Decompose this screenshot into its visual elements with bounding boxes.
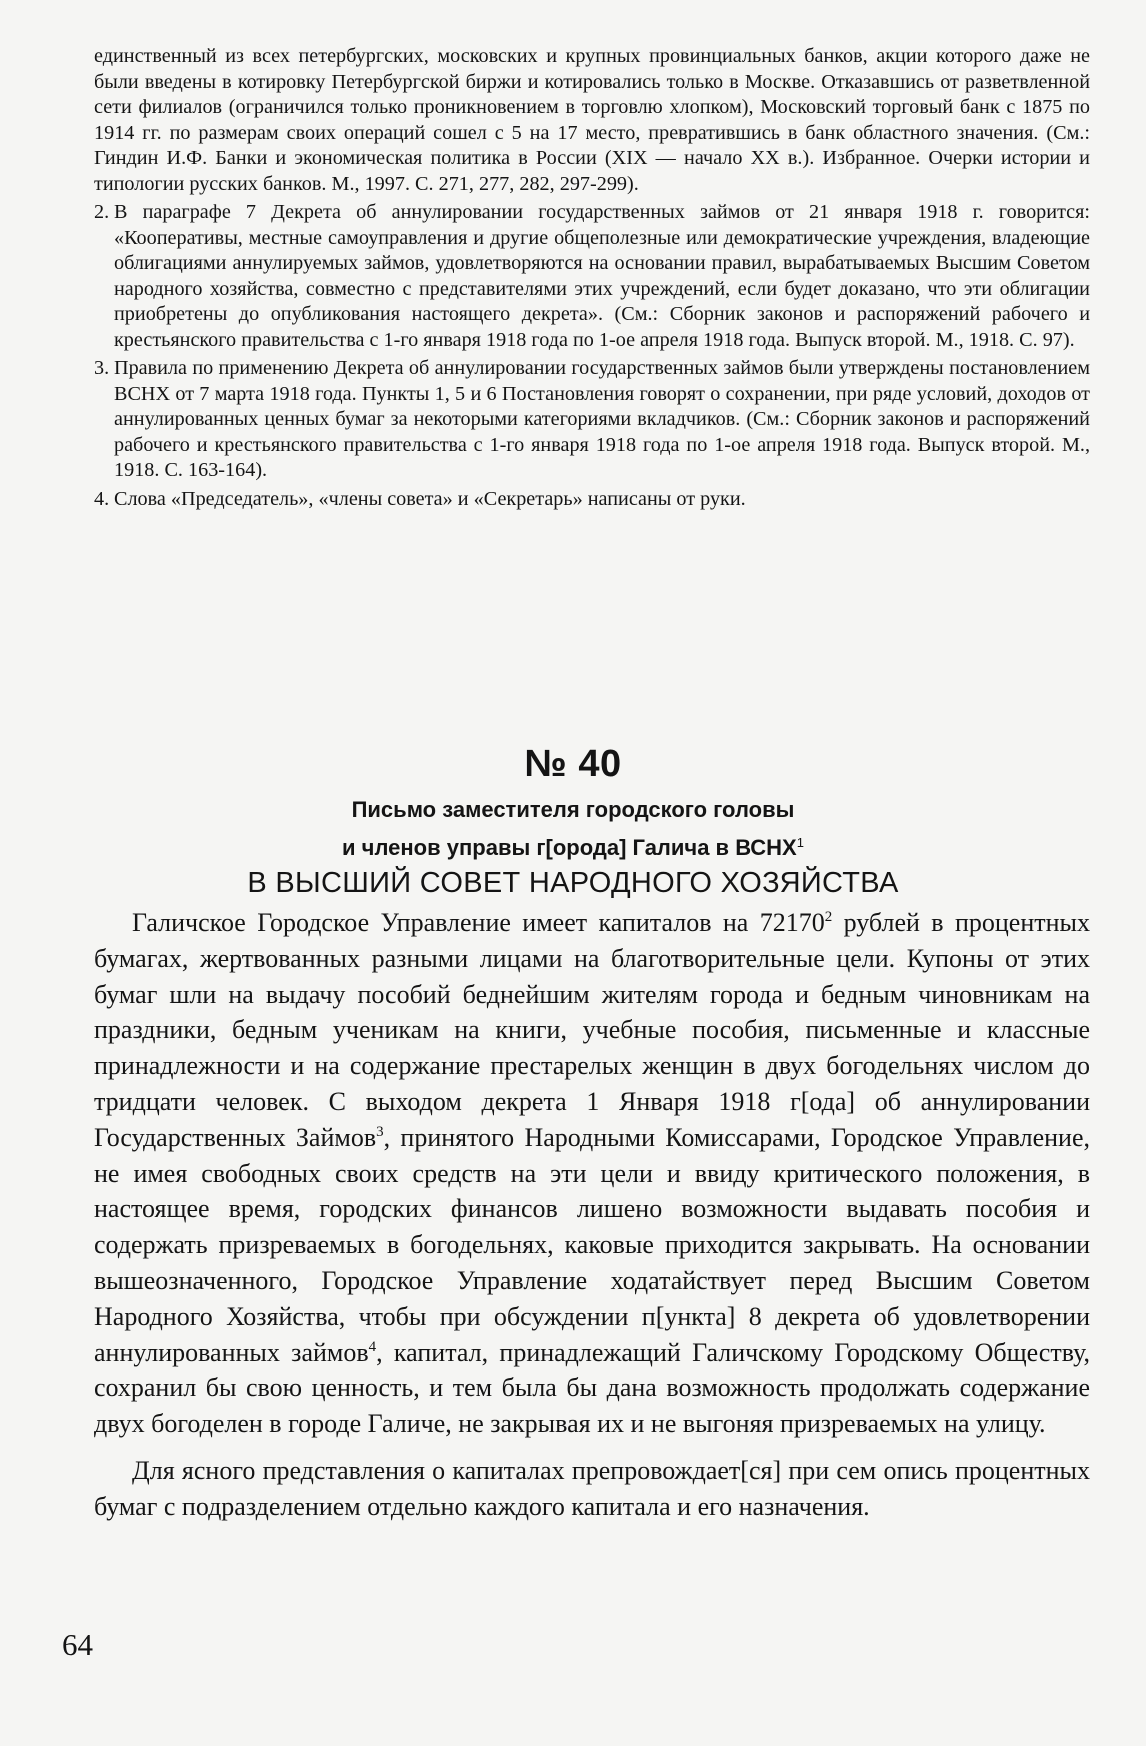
- footnote-2: [94, 200, 1090, 353]
- footnote-ref: 3: [376, 1123, 384, 1140]
- footnotes-block: [94, 44, 1090, 512]
- footnote-4: [94, 487, 1090, 513]
- footnote-number: 3.: [94, 357, 110, 379]
- letter-paragraph-2: Для ясного представления о капиталах препровождает[ся] при сем опись процентных бумаг с подразделением отдельно каждого капитала и его назначения.: [94, 1455, 1090, 1521]
- footnote-ref: 4: [368, 1338, 377, 1355]
- letter-paragraph-1: [94, 905, 1090, 1442]
- footnote-text: Слова «Председатель», «члены совета» и «Секретарь» написаны от руки.: [114, 487, 746, 510]
- footnote-text: В параграфе 7 Декрета об аннулировании государственных займов от 21 января 1918 г. говорится: «Кооперативы, местные самоуправления и другие общеполезные или демократические учреждения, владеющие облигациями аннулируемых займов, удовлетворяются на основании правил, вырабатываемых Высшим Советом народного хозяйства, совместно с представителями этих учреждений, если будет доказано, что эти облигации приобретены до опубликования настоящего декрета». (См.: Сборник законов и распоряжений рабочего и крестьянского правительства с 1-го января 1918 года по 1-ое апреля 1918 года. Выпуск второй. М., 1918. С. 97).: [114, 201, 1090, 351]
- text-run: , капитал, принадлежащий Галичскому Городскому Обществу, сохранил бы свою ценность, и тем была бы дана возможность продолжать содержание двух богоделен в городе Галиче, не закрывая их и не выгоняя призреваемых на улицу.: [94, 1337, 1090, 1439]
- footnote-3: [94, 356, 1090, 484]
- footnote-text: Правила по применению Декрета об аннулировании государственных займов были утверждены постановлением ВСНХ от 7 марта 1918 года. Пункты 1, 5 и 6 Постановления говорят о сохранении, при ряде условий, доходов от аннулированных ценных бумаг за некоторыми категориями вкладчиков. (См.: Сборник законов и распоряжений рабочего и крестьянского правительства с 1-го января 1918 года по 1-ое апреля 1918 года. Выпуск второй. М., 1918. С. 163-164).: [114, 357, 1090, 481]
- document-title-line-2: [0, 826, 1146, 864]
- letter-body: [94, 905, 1090, 1525]
- document-title-line-2-text: и членов управы г[орода] Галича в ВСНХ: [342, 835, 797, 860]
- addressee-heading: В ВЫСШИЙ СОВЕТ НАРОДНОГО ХОЗЯЙСТВА: [247, 867, 899, 899]
- text-run: рублей в процентных бумагах, жертвованных разными лицами на благотворительные цели. Купоны от этих бумаг шли на выдачу пособий беднейшим жителям города и бедным чиновникам на праздники, бедным ученикам на книги, учебные пособия, письменные и классные принадлежности и на содержание престарелых женщин в двух богодельнях числом до тридцати человек. С выходом декрета 1 Января 1918 г[ода] об аннулировании Государственных Займов: [94, 908, 1090, 1152]
- text-run: , принятого Народными Комиссарами, Городское Управление, не имея свободных своих средств на эти цели и ввиду критического положения, в настоящее время, городских финансов лишено возможности выдавать пособия и содержать призреваемых в богодельнях, каковые приходится закрывать. На основании вышеозначенного, Городское Управление ходатайствует перед Высшим Советом Народного Хозяйства, чтобы при обсуждении п[ункта] 8 декрета об удовлетворении аннулированных займов: [94, 1122, 1091, 1367]
- page-number: 64: [62, 1627, 93, 1662]
- footnote-continuation: единственный из всех петербургских, московских и крупных провинциальных банков, акции которого даже не были введены в котировку Петербургской биржи и котировались только в Москве. Отказавшись от разветвленной сети филиалов (ограничился только проникновением в торговлю хлопком), Московский торговый банк с 1875 по 1914 гг. по размерам своих операций сошел с 5 на 17 место, превратившись в банк областного значения. (См.: Гиндин И.Ф. Банки и экономическая политика в России (XIX — начало XX в.). Избранное. Очерки истории и типологии русских банков. М., 1997. С. 271, 277, 282, 297-299).: [94, 45, 1090, 195]
- document-number: № 40: [524, 743, 622, 785]
- footnote-number: 4.: [94, 487, 110, 510]
- footnote-ref: 2: [824, 909, 833, 925]
- document-title: [0, 793, 1146, 864]
- footnote-ref: 1: [796, 835, 804, 850]
- document-title-line-1: Письмо заместителя городского головы: [351, 797, 795, 822]
- footnote-number: 2.: [94, 201, 110, 223]
- text-run: Галичское Городское Управление имеет капиталов на 72170: [132, 908, 825, 937]
